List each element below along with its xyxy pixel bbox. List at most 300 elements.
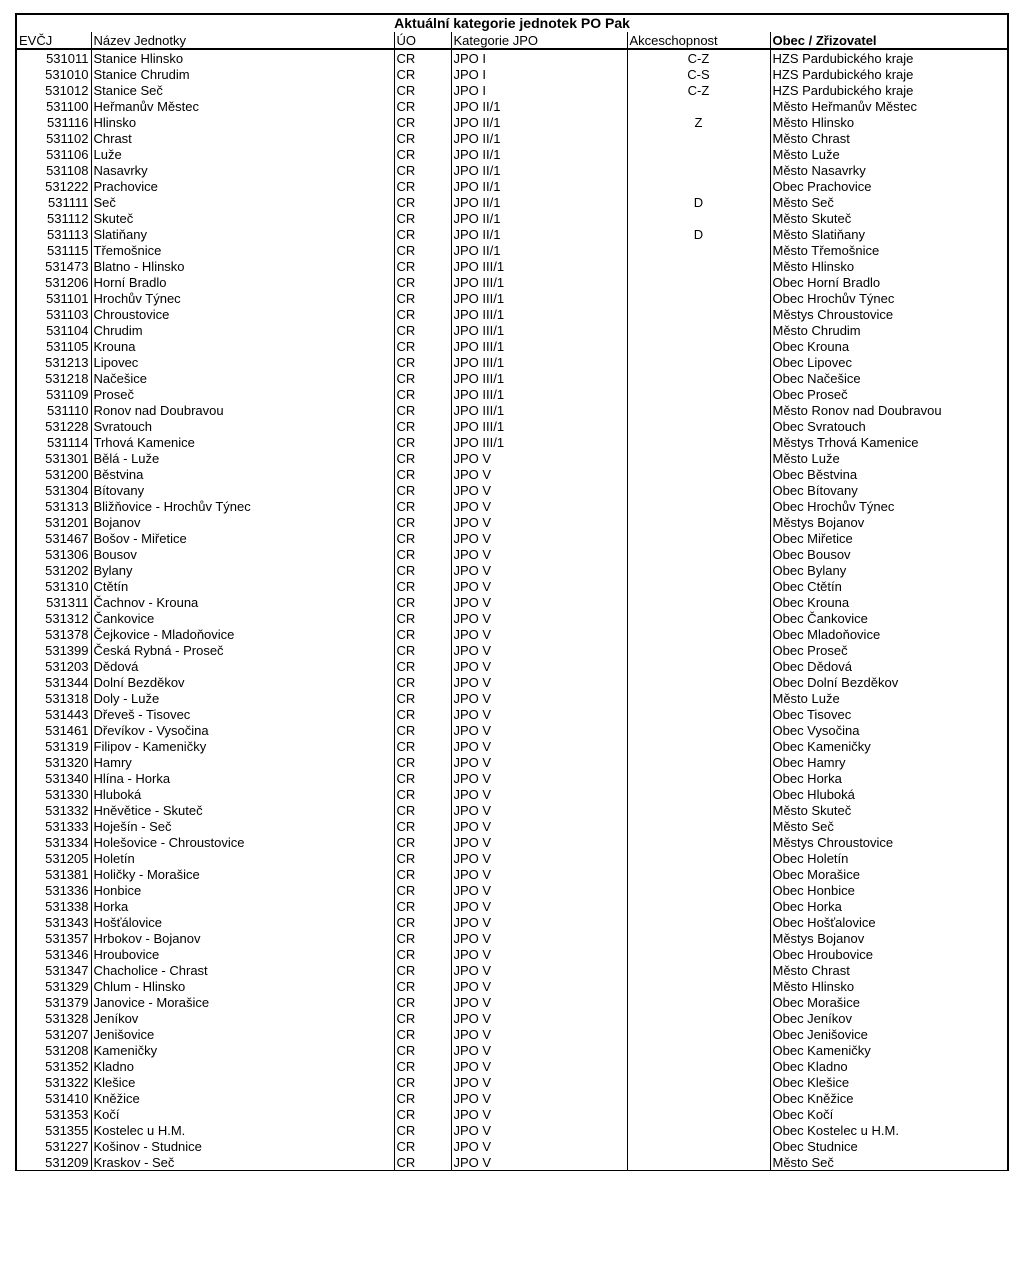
table-row [16,482,1008,498]
evcj-cell: 531103 [16,306,91,322]
unit-name-cell: Česká Rybná - Proseč [91,642,394,658]
category-cell: JPO V [451,1058,627,1074]
table-row [16,82,1008,98]
readiness-cell [627,802,770,818]
readiness-cell: Z [627,114,770,130]
table-row [16,818,1008,834]
category-cell: JPO V [451,866,627,882]
uo-cell: CR [394,930,451,946]
evcj-cell: 531338 [16,898,91,914]
category-cell: JPO V [451,754,627,770]
municipality-cell: Město Seč [770,818,1008,834]
table-row [16,66,1008,82]
municipality-cell: Obec Dědová [770,658,1008,674]
readiness-cell [627,370,770,386]
uo-cell: CR [394,882,451,898]
uo-cell: CR [394,258,451,274]
readiness-cell [627,1106,770,1122]
table-row [16,786,1008,802]
uo-cell: CR [394,482,451,498]
category-cell: JPO V [451,690,627,706]
category-cell: JPO V [451,514,627,530]
unit-name-cell: Chrast [91,130,394,146]
category-cell: JPO V [451,946,627,962]
evcj-cell: 531473 [16,258,91,274]
unit-name-cell: Nasavrky [91,162,394,178]
uo-cell: CR [394,1074,451,1090]
unit-name-cell: Třemošnice [91,242,394,258]
category-cell: JPO V [451,530,627,546]
readiness-cell [627,866,770,882]
table-row [16,162,1008,178]
municipality-cell: Město Chrudim [770,322,1008,338]
readiness-cell [627,1154,770,1171]
uo-cell: CR [394,562,451,578]
uo-cell: CR [394,1042,451,1058]
category-cell: JPO II/1 [451,130,627,146]
unit-name-cell: Chrudim [91,322,394,338]
evcj-cell: 531209 [16,1154,91,1171]
evcj-cell: 531381 [16,866,91,882]
unit-name-cell: Ctětín [91,578,394,594]
table-row [16,914,1008,930]
readiness-cell [627,434,770,450]
municipality-cell: Obec Načešice [770,370,1008,386]
table-row [16,1042,1008,1058]
evcj-cell: 531322 [16,1074,91,1090]
table-row [16,290,1008,306]
unit-name-cell: Hlinsko [91,114,394,130]
unit-name-cell: Košinov - Studnice [91,1138,394,1154]
municipality-cell: Město Chrast [770,962,1008,978]
uo-cell: CR [394,834,451,850]
unit-name-cell: Běstvina [91,466,394,482]
category-cell: JPO V [451,738,627,754]
table-row [16,258,1008,274]
readiness-cell [627,514,770,530]
category-cell: JPO V [451,834,627,850]
category-cell: JPO III/1 [451,322,627,338]
municipality-cell: Obec Jeníkov [770,1010,1008,1026]
category-cell: JPO III/1 [451,338,627,354]
category-cell: JPO V [451,818,627,834]
municipality-cell: Obec Bylany [770,562,1008,578]
col-header-unit-name: Název Jednotky [91,32,394,49]
col-header-evcj: EVČJ [16,32,91,49]
unit-name-cell: Čachnov - Krouna [91,594,394,610]
unit-name-cell: Skuteč [91,210,394,226]
readiness-cell [627,418,770,434]
category-cell: JPO V [451,786,627,802]
evcj-cell: 531328 [16,1010,91,1026]
category-cell: JPO V [451,1090,627,1106]
table-row [16,130,1008,146]
readiness-cell [627,706,770,722]
uo-cell: CR [394,322,451,338]
category-cell: JPO II/1 [451,162,627,178]
municipality-cell: Obec Hošťalovice [770,914,1008,930]
category-cell: JPO II/1 [451,146,627,162]
evcj-cell: 531336 [16,882,91,898]
table-row [16,978,1008,994]
unit-name-cell: Kočí [91,1106,394,1122]
readiness-cell [627,306,770,322]
readiness-cell [627,658,770,674]
category-cell: JPO V [451,1010,627,1026]
uo-cell: CR [394,658,451,674]
readiness-cell [627,834,770,850]
unit-name-cell: Krouna [91,338,394,354]
category-cell: JPO V [451,914,627,930]
readiness-cell [627,1090,770,1106]
unit-name-cell: Bližňovice - Hrochův Týnec [91,498,394,514]
table-row [16,498,1008,514]
evcj-cell: 531410 [16,1090,91,1106]
readiness-cell [627,450,770,466]
uo-cell: CR [394,1122,451,1138]
readiness-cell [627,690,770,706]
table-row [16,642,1008,658]
municipality-cell: Městys Trhová Kamenice [770,434,1008,450]
evcj-cell: 531115 [16,242,91,258]
unit-name-cell: Holetín [91,850,394,866]
readiness-cell [627,738,770,754]
table-row [16,690,1008,706]
evcj-cell: 531108 [16,162,91,178]
unit-name-cell: Janovice - Morašice [91,994,394,1010]
uo-cell: CR [394,994,451,1010]
category-cell: JPO V [451,994,627,1010]
table-row [16,226,1008,242]
category-cell: JPO V [451,562,627,578]
category-cell: JPO II/1 [451,178,627,194]
unit-name-cell: Jenišovice [91,1026,394,1042]
unit-name-cell: Bylany [91,562,394,578]
table-row [16,770,1008,786]
table-row [16,194,1008,210]
municipality-cell: Obec Proseč [770,386,1008,402]
evcj-cell: 531347 [16,962,91,978]
unit-name-cell: Chacholice - Chrast [91,962,394,978]
evcj-cell: 531352 [16,1058,91,1074]
category-cell: JPO II/1 [451,194,627,210]
category-cell: JPO V [451,882,627,898]
evcj-cell: 531200 [16,466,91,482]
unit-name-cell: Horka [91,898,394,914]
table-row [16,962,1008,978]
municipality-cell: Obec Proseč [770,642,1008,658]
category-cell: JPO V [451,482,627,498]
municipality-cell: Obec Bousov [770,546,1008,562]
unit-name-cell: Bojanov [91,514,394,530]
readiness-cell: C-S [627,66,770,82]
unit-name-cell: Hluboká [91,786,394,802]
readiness-cell: C-Z [627,82,770,98]
category-cell: JPO V [451,1106,627,1122]
category-cell: JPO V [451,706,627,722]
municipality-cell: Městys Bojanov [770,930,1008,946]
evcj-cell: 531113 [16,226,91,242]
category-cell: JPO V [451,1154,627,1171]
table-row [16,546,1008,562]
unit-name-cell: Stanice Hlinsko [91,49,394,66]
category-cell: JPO V [451,642,627,658]
uo-cell: CR [394,210,451,226]
category-cell: JPO V [451,850,627,866]
table-row [16,1010,1008,1026]
unit-name-cell: Chroustovice [91,306,394,322]
uo-cell: CR [394,114,451,130]
table-row [16,530,1008,546]
table-row [16,738,1008,754]
unit-name-cell: Kostelec u H.M. [91,1122,394,1138]
uo-cell: CR [394,146,451,162]
category-cell: JPO V [451,594,627,610]
readiness-cell [627,882,770,898]
uo-cell: CR [394,594,451,610]
uo-cell: CR [394,802,451,818]
table-row [16,930,1008,946]
uo-cell: CR [394,1090,451,1106]
table-row [16,98,1008,114]
uo-cell: CR [394,402,451,418]
evcj-cell: 531378 [16,626,91,642]
readiness-cell [627,290,770,306]
readiness-cell [627,466,770,482]
category-cell: JPO III/1 [451,290,627,306]
units-table [15,13,1009,1171]
readiness-cell [627,850,770,866]
table-row [16,834,1008,850]
category-cell: JPO III/1 [451,370,627,386]
evcj-cell: 531357 [16,930,91,946]
category-cell: JPO III/1 [451,418,627,434]
evcj-cell: 531318 [16,690,91,706]
unit-name-cell: Dolní Bezděkov [91,674,394,690]
evcj-cell: 531202 [16,562,91,578]
municipality-cell: Město Nasavrky [770,162,1008,178]
readiness-cell [627,754,770,770]
uo-cell: CR [394,962,451,978]
table-row [16,578,1008,594]
municipality-cell: Obec Tisovec [770,706,1008,722]
uo-cell: CR [394,754,451,770]
unit-name-cell: Kameničky [91,1042,394,1058]
evcj-cell: 531101 [16,290,91,306]
unit-name-cell: Horní Bradlo [91,274,394,290]
evcj-cell: 531100 [16,98,91,114]
sheet-title: Aktuální kategorie jednotek PO Pak [16,14,1008,32]
category-cell: JPO V [451,466,627,482]
readiness-cell [627,1010,770,1026]
uo-cell: CR [394,546,451,562]
uo-cell: CR [394,354,451,370]
readiness-cell [627,626,770,642]
unit-name-cell: Kraskov - Seč [91,1154,394,1171]
evcj-cell: 531353 [16,1106,91,1122]
uo-cell: CR [394,226,451,242]
evcj-cell: 531228 [16,418,91,434]
municipality-cell: Městys Chroustovice [770,306,1008,322]
uo-cell: CR [394,386,451,402]
evcj-cell: 531311 [16,594,91,610]
table-row [16,562,1008,578]
municipality-cell: Město Třemošnice [770,242,1008,258]
unit-name-cell: Ronov nad Doubravou [91,402,394,418]
municipality-cell: Obec Kladno [770,1058,1008,1074]
uo-cell: CR [394,626,451,642]
table-row [16,610,1008,626]
evcj-cell: 531227 [16,1138,91,1154]
readiness-cell [627,978,770,994]
evcj-cell: 531010 [16,66,91,82]
readiness-cell: C-Z [627,49,770,66]
unit-name-cell: Seč [91,194,394,210]
table-row [16,434,1008,450]
uo-cell: CR [394,530,451,546]
col-header-uo: ÚO [394,32,451,49]
table-row [16,146,1008,162]
unit-name-cell: Holičky - Morašice [91,866,394,882]
unit-name-cell: Hamry [91,754,394,770]
uo-cell: CR [394,418,451,434]
col-header-category: Kategorie JPO [451,32,627,49]
unit-name-cell: Trhová Kamenice [91,434,394,450]
readiness-cell [627,498,770,514]
municipality-cell: Obec Dolní Bezděkov [770,674,1008,690]
category-cell: JPO V [451,978,627,994]
readiness-cell [627,1058,770,1074]
table-row [16,898,1008,914]
table-row [16,450,1008,466]
table-row [16,370,1008,386]
uo-cell: CR [394,770,451,786]
category-cell: JPO III/1 [451,402,627,418]
readiness-cell [627,258,770,274]
evcj-cell: 531310 [16,578,91,594]
uo-cell: CR [394,706,451,722]
municipality-cell: Obec Mladoňovice [770,626,1008,642]
municipality-cell: Město Seč [770,1154,1008,1171]
table-row [16,1122,1008,1138]
category-cell: JPO V [451,770,627,786]
unit-name-cell: Kladno [91,1058,394,1074]
table-row [16,322,1008,338]
readiness-cell [627,146,770,162]
uo-cell: CR [394,178,451,194]
evcj-cell: 531343 [16,914,91,930]
uo-cell: CR [394,370,451,386]
evcj-cell: 531207 [16,1026,91,1042]
table-row [16,850,1008,866]
uo-cell: CR [394,978,451,994]
evcj-cell: 531467 [16,530,91,546]
category-cell: JPO III/1 [451,274,627,290]
category-cell: JPO II/1 [451,114,627,130]
readiness-cell [627,338,770,354]
unit-name-cell: Hrbokov - Bojanov [91,930,394,946]
evcj-cell: 531334 [16,834,91,850]
municipality-cell: Obec Kostelec u H.M. [770,1122,1008,1138]
unit-name-cell: Bousov [91,546,394,562]
table-row [16,658,1008,674]
readiness-cell [627,1122,770,1138]
municipality-cell: Město Hlinsko [770,978,1008,994]
col-header-municipality: Obec / Zřizovatel [770,32,1008,49]
unit-name-cell: Doly - Luže [91,690,394,706]
municipality-cell: Obec Kněžice [770,1090,1008,1106]
evcj-cell: 531333 [16,818,91,834]
category-cell: JPO V [451,962,627,978]
municipality-cell: Obec Morašice [770,994,1008,1010]
evcj-cell: 531205 [16,850,91,866]
readiness-cell [627,722,770,738]
readiness-cell [627,274,770,290]
table-body [16,49,1008,1171]
category-cell: JPO I [451,66,627,82]
evcj-cell: 531104 [16,322,91,338]
uo-cell: CR [394,162,451,178]
unit-name-cell: Filipov - Kameničky [91,738,394,754]
uo-cell: CR [394,1026,451,1042]
category-cell: JPO III/1 [451,434,627,450]
evcj-cell: 531306 [16,546,91,562]
municipality-cell: Město Luže [770,146,1008,162]
uo-cell: CR [394,578,451,594]
readiness-cell [627,354,770,370]
uo-cell: CR [394,914,451,930]
evcj-cell: 531114 [16,434,91,450]
readiness-cell: D [627,226,770,242]
table-row [16,274,1008,290]
uo-cell: CR [394,274,451,290]
evcj-cell: 531301 [16,450,91,466]
municipality-cell: HZS Pardubického kraje [770,66,1008,82]
readiness-cell [627,786,770,802]
unit-name-cell: Bítovany [91,482,394,498]
unit-name-cell: Luže [91,146,394,162]
unit-name-cell: Klešice [91,1074,394,1090]
evcj-cell: 531012 [16,82,91,98]
table-row [16,402,1008,418]
evcj-cell: 531222 [16,178,91,194]
municipality-cell: Obec Čankovice [770,610,1008,626]
municipality-cell: Město Chrast [770,130,1008,146]
municipality-cell: Obec Hrochův Týnec [770,290,1008,306]
readiness-cell [627,178,770,194]
evcj-cell: 531346 [16,946,91,962]
table-row [16,1058,1008,1074]
readiness-cell [627,562,770,578]
category-cell: JPO V [451,674,627,690]
unit-name-cell: Dřeveš - Tisovec [91,706,394,722]
evcj-cell: 531102 [16,130,91,146]
readiness-cell [627,546,770,562]
table-row [16,802,1008,818]
evcj-cell: 531206 [16,274,91,290]
readiness-cell [627,1042,770,1058]
table-row [16,466,1008,482]
readiness-cell [627,594,770,610]
unit-name-cell: Načešice [91,370,394,386]
municipality-cell: Obec Běstvina [770,466,1008,482]
uo-cell: CR [394,1010,451,1026]
uo-cell: CR [394,514,451,530]
evcj-cell: 531106 [16,146,91,162]
uo-cell: CR [394,194,451,210]
readiness-cell [627,162,770,178]
category-cell: JPO III/1 [451,306,627,322]
